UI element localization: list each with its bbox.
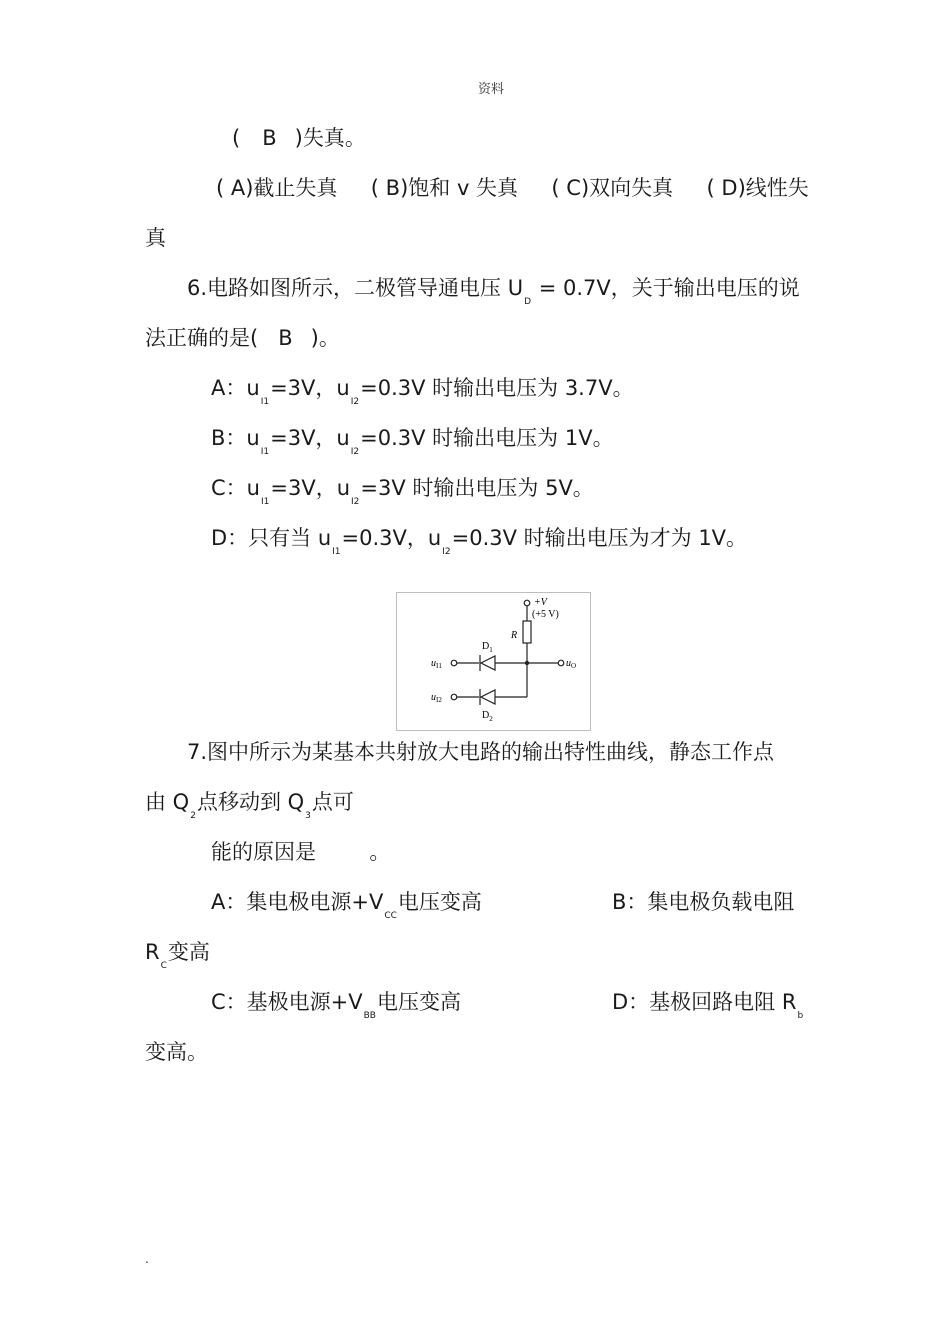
q5-paren-close: )失真。	[294, 126, 366, 150]
page-header: 资料	[478, 82, 505, 97]
q5-answer-line	[232, 124, 366, 152]
q7-option-d: D：基极回路电阻 $R_b$	[612, 990, 804, 1021]
q5-paren-open: (	[232, 126, 241, 150]
q7-option-b-wrap: $R_C$变高	[145, 940, 210, 971]
d1-label: $D_1$	[482, 641, 493, 654]
diode-d1	[480, 655, 495, 671]
q6-stem-line1: 6.电路如图所示，二极管导通电压 $U_D = 0.7V$，关于输出电压的说	[187, 276, 800, 307]
circuit-figure	[396, 592, 591, 731]
page-footer: .	[145, 1252, 149, 1266]
resistor-label: R	[511, 630, 518, 641]
diode-d2	[480, 689, 495, 705]
uo-label: $u_O$	[566, 658, 577, 670]
q5-options-wrap: 真	[145, 226, 166, 250]
ui2-label: $u_{I2}$	[431, 692, 442, 704]
q6-option-b: B：$u_{I1}=3V$，$u_{I2}=0.3V$ 时输出电压为 1V。	[211, 426, 614, 457]
q5-options-line: ( A)截止失真 ( B)饱和 v 失真 ( C)双向失真 ( D)线性失	[216, 176, 809, 200]
q7-option-b: B：集电极负载电阻	[612, 890, 795, 914]
q6-option-d: D：只有当 $u_{I1}=0.3V$，$u_{I2}=0.3V$ 时输出电压为才为 1V。	[211, 526, 748, 557]
vplus-value-label: (+5 V)	[532, 609, 559, 620]
q6-option-c: C：$u_{I1}=3V$，$u_{I2}=3V$ 时输出电压为 5V。	[211, 476, 594, 507]
q6-option-a: A：$u_{I1}=3V$，$u_{I2}=0.3V$ 时输出电压为 3.7V。	[211, 376, 634, 407]
q7-option-a: A：集电极电源$+V_{CC}$电压变高	[211, 890, 482, 921]
ui1-label: $u_{I1}$	[431, 658, 442, 670]
q7-option-c: C：基极电源$+V_{BB}$电压变高	[211, 990, 461, 1021]
d2-label: $D_2$	[482, 710, 493, 723]
diode-circuit-diagram	[397, 593, 590, 730]
q7-option-d-wrap: 变高。	[145, 1040, 208, 1064]
q7-stem-line1: 7.图中所示为某基本共射放大电路的输出特性曲线，静态工作点	[187, 740, 775, 764]
q6-answer: B	[278, 326, 293, 350]
q6-stem-line2: 法正确的是( B )。	[145, 326, 340, 350]
q5-answer: B	[262, 126, 277, 150]
q7-stem-line3: 能的原因是 。	[211, 840, 391, 864]
q7-stem-line2: 由 $Q_2$点移动到 $Q_3$点可	[145, 790, 354, 821]
vplus-label: +V	[534, 597, 547, 608]
